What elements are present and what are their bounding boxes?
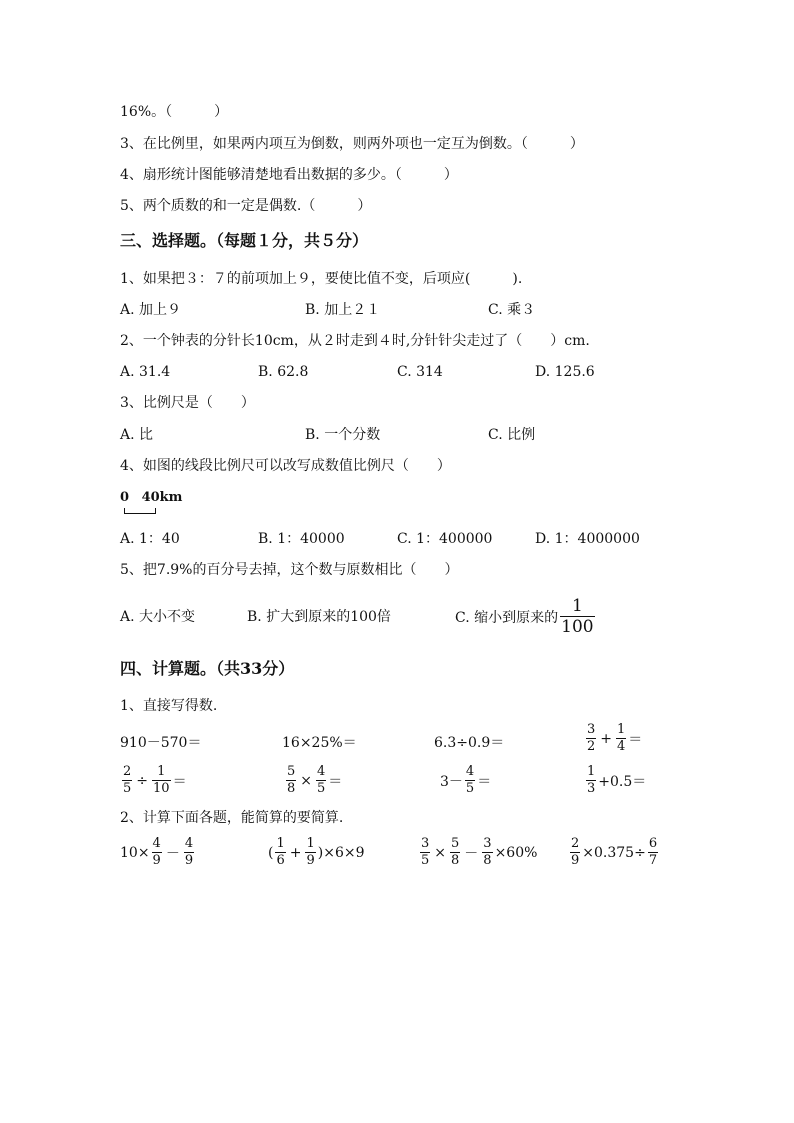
- fraction: $\frac{1}{9}$: [306, 836, 315, 868]
- fraction: $\frac{6}{7}$: [648, 836, 658, 868]
- fraction: $\frac{2}{5}$: [123, 764, 132, 796]
- fraction: $\frac{3}{2}$: [587, 722, 596, 754]
- choice-q3: 3、比例尺是（ ）: [120, 395, 255, 411]
- fraction: $\frac{1}{10}$: [153, 764, 170, 796]
- calc-q2-e2: ( $\frac{1}{6}$ + $\frac{1}{9}$ )×6×9: [268, 836, 365, 868]
- choice-q1-option-b: B. 加上２１: [305, 302, 381, 318]
- line-scale-figure: [120, 490, 200, 520]
- judge-q3: 3、在比例里，如果两内项互为倒数，则两外项也一定互为倒数。（ ）: [120, 136, 584, 152]
- judge-q4: 4、扇形统计图能够清楚地看出数据的多少。（ ）: [120, 167, 458, 183]
- choice-q1-option-c: C. 乘３: [488, 302, 536, 318]
- fraction: $\frac{4}{9}$: [184, 836, 194, 868]
- fraction: $\frac{5}{8}$: [287, 764, 296, 796]
- choice-q3-option-b: B. 一个分数: [305, 427, 381, 443]
- calc-q2-e1: 10× $\frac{4}{9}$ － $\frac{4}{9}$: [120, 836, 194, 868]
- choice-q2-option-a: A. 31.4: [120, 364, 171, 380]
- judge-q2-continuation: 16%。（ ）: [120, 104, 229, 120]
- fraction: $\frac{4}{9}$: [152, 836, 161, 868]
- choice-q4-option-d: D. 1：4000000: [535, 531, 640, 547]
- choice-q3-option-c: C. 比例: [488, 427, 536, 443]
- calc-q1-e4: $\frac{3}{2}$ + $\frac{1}{4}$ ＝: [587, 722, 643, 754]
- calc-q1-e1: 910－570＝: [120, 735, 202, 751]
- choice-q5-option-b: B. 扩大到原来的100倍: [247, 609, 391, 625]
- section4-heading: 四、计算题。（共33分）: [120, 659, 295, 678]
- choice-q2: 2、一个钟表的分针长10cm，从２时走到４时,分针针尖走过了（ ）cm.: [120, 333, 590, 349]
- calc-q1-e7: 3－ $\frac{4}{5}$ ＝: [440, 764, 492, 796]
- calc-q1-e6: $\frac{5}{8}$ × $\frac{4}{5}$ ＝: [287, 764, 343, 796]
- fraction: $\frac{4}{5}$: [465, 764, 475, 796]
- fraction: $\frac{3}{8}$: [483, 836, 492, 868]
- fraction: $\frac{1}{4}$: [617, 722, 626, 754]
- choice-q5: 5、把7.9%的百分号去掉，这个数与原数相比（ ）: [120, 562, 459, 578]
- fraction: $\frac{1}{6}$: [276, 836, 285, 868]
- choice-q4-option-b: B. 1：40000: [258, 531, 345, 547]
- calc-q1-e5: $\frac{2}{5}$ ÷ $\frac{1}{10}$ ＝: [123, 764, 187, 796]
- choice-q1: 1、如果把３：７的前项加上９，要使比值不变，后项应( ).: [120, 271, 523, 287]
- choice-q5-option-c: [455, 596, 597, 637]
- fraction: $\frac{4}{5}$: [317, 764, 326, 796]
- choice-q2-option-d: D. 125.6: [535, 364, 595, 380]
- fraction: $\frac{3}{5}$: [421, 836, 430, 868]
- choice-q4-option-c: C. 1：400000: [397, 531, 493, 547]
- choice-q4-option-a: A. 1：40: [120, 531, 180, 547]
- choice-q5-option-a: A. 大小不变: [120, 609, 196, 625]
- calc-q2: 2、计算下面各题，能简算的要简算.: [120, 810, 344, 826]
- fraction: $\frac{1}{100}$: [561, 596, 594, 637]
- calc-q2-e4: $\frac{2}{9}$ ×0.375÷ $\frac{6}{7}$: [571, 836, 658, 868]
- fraction: $\frac{1}{3}$: [587, 764, 596, 796]
- scale-zero-label: 0: [120, 490, 130, 505]
- choice-q1-option-a: A. 加上９: [120, 302, 182, 318]
- section3-heading: 三、选择题。（每题１分，共５分）: [120, 231, 369, 250]
- calc-q2-e3: $\frac{3}{5}$ × $\frac{5}{8}$ － $\frac{3}{8}$ ×60%: [421, 836, 538, 868]
- choice-q2-option-c: C. 314: [397, 364, 443, 380]
- calc-q1-e2: 16×25%＝: [282, 735, 357, 751]
- scale-distance-label: 40km: [141, 490, 183, 505]
- choice-q3-option-a: A. 比: [120, 427, 154, 443]
- choice-q4: 4、如图的线段比例尺可以改写成数值比例尺（ ）: [120, 458, 451, 474]
- choice-q5-option-c-text: C. 缩小到原来的: [455, 609, 559, 626]
- calc-q1-e8: $\frac{1}{3}$ +0.5＝: [587, 764, 647, 796]
- fraction: $\frac{5}{8}$: [451, 836, 460, 868]
- calc-q1: 1、直接写得数.: [120, 698, 218, 714]
- calc-q1-e3: 6.3÷0.9＝: [434, 735, 505, 751]
- fraction: $\frac{2}{9}$: [571, 836, 580, 868]
- choice-q2-option-b: B. 62.8: [258, 364, 309, 380]
- judge-q5: 5、两个质数的和一定是偶数.（ ）: [120, 198, 372, 214]
- scale-bar: [124, 508, 156, 514]
